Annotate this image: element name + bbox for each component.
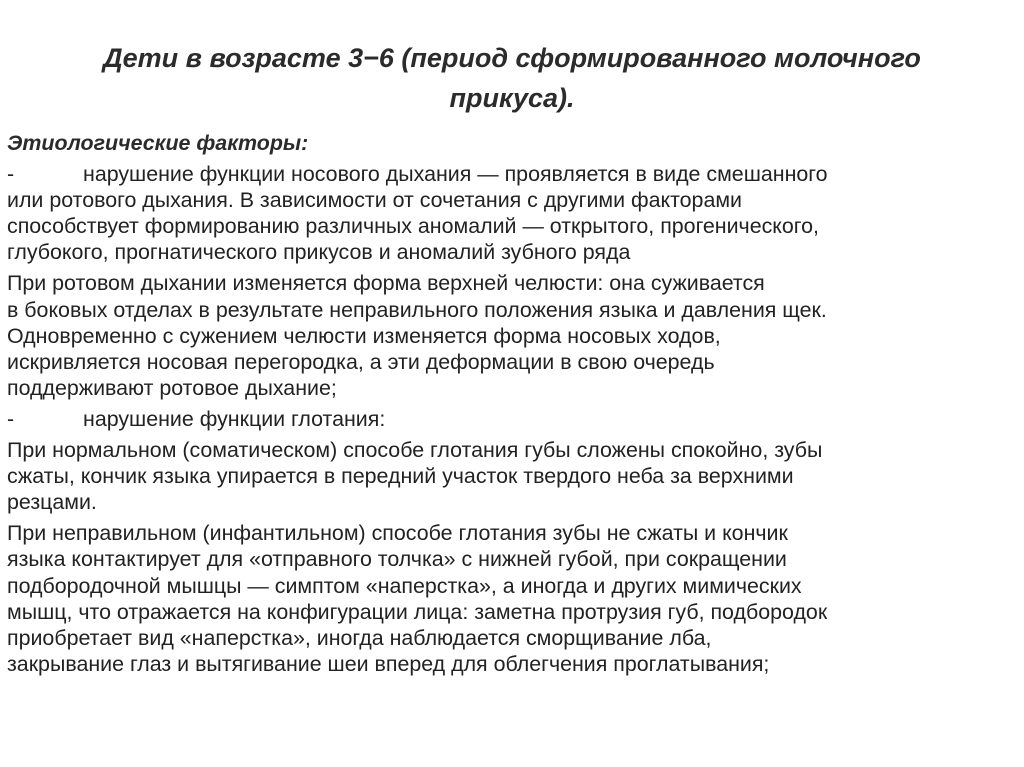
slide-title-line-1: Дети в возрасте 3−6 (период сформированного молочного (103, 43, 921, 73)
paragraph-line: резцами. (7, 490, 97, 515)
paragraph-line: в боковых отделах в результате неправильного положения языка и давления щек. (7, 297, 827, 322)
paragraph-line: При нормальном (соматическом) способе глотания губы сложены спокойно, зубы (7, 438, 823, 463)
paragraph-line: мышц, что отражается на конфигурации лица: заметна протрузия губ, подбородок (7, 599, 828, 624)
bullet-swallowing (7, 406, 1017, 432)
paragraph-mouth-breathing (7, 270, 1017, 400)
section-subheading: Этиологические факторы: (7, 131, 309, 155)
paragraph-line: При неправильном (инфантильном) способе глотания зубы не сжаты и кончик (7, 521, 788, 546)
paragraph-line: искривляется носовая перегородка, а эти деформации в свою очередь (7, 349, 715, 374)
paragraph-line: При ротовом дыхании изменяется форма верхней челюсти: она суживается (7, 271, 765, 296)
paragraph-line: приобретает вид «наперстка», иногда наблюдается сморщивание лба, (7, 625, 712, 650)
paragraph-line: Одновременно с сужением челюсти изменяется форма носовых ходов, (7, 323, 721, 348)
slide-title (40, 38, 984, 118)
bullet-line: нарушение функции глотания: (83, 406, 386, 431)
paragraph-line: подбородочной мышцы — симптом «наперстка», а иногда и других мимических (7, 573, 802, 598)
bullet-line: способствует формированию различных аномалий — открытого, прогенического, (7, 214, 819, 239)
slide-content (7, 130, 1017, 682)
slide-title-line-2: прикуса). (449, 83, 575, 113)
paragraph-normal-swallowing (7, 437, 1017, 515)
paragraph-line: закрывание глаз и вытягивание шеи вперед для облегчения проглатывания; (7, 651, 770, 676)
bullet-line: нарушение функции носового дыхания — проявляется в виде смешанного (83, 162, 828, 187)
paragraph-line: сжаты, кончик языка упирается в передний участок твердого неба за верхними (7, 464, 794, 489)
bullet-line: или ротового дыхания. В зависимости от сочетания с другими факторами (7, 188, 742, 213)
paragraph-infantile-swallowing (7, 520, 1017, 677)
bullet-marker: - (7, 406, 15, 431)
bullet-line: глубокого, прогнатического прикусов и аномалий зубного ряда (7, 240, 631, 265)
paragraph-line: языка контактирует для «отправного толчка» с нижней губой, при сокращении (7, 547, 787, 572)
bullet-nasal-breathing (7, 161, 1017, 265)
paragraph-line: поддерживают ротовое дыхание; (7, 375, 337, 400)
bullet-marker: - (7, 162, 15, 187)
